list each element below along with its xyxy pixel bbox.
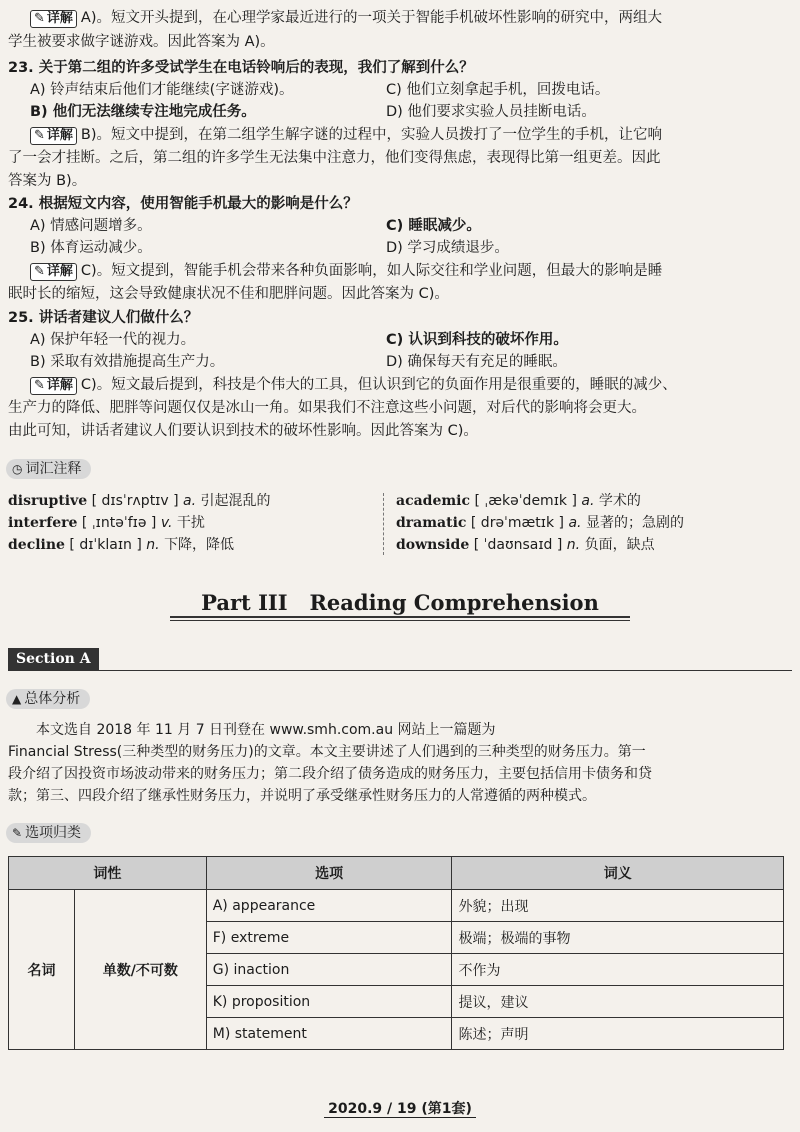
pencil-icon: ✎ <box>12 826 23 840</box>
vocab-left-1: interfere [ ˌɪntəˈfɪə ] v. 干扰 <box>8 515 205 531</box>
vocab-left-0: disruptive [ dɪsˈrʌptɪv ] a. 引起混乱的 <box>8 493 271 509</box>
header-meaning: 词义 <box>452 857 784 890</box>
q23-option-b: B) 他们无法继续专注地完成任务。 <box>30 104 256 120</box>
options-heading: ✎ 选项归类 <box>6 823 91 843</box>
pen-icon: ✎ <box>34 378 45 393</box>
q22-explain-line-2: 学生被要求做字谜游戏。因此答案为 A)。 <box>8 34 275 50</box>
header-option: 选项 <box>206 857 452 890</box>
q23-explain-line-2: 了一会才挂断。之后，第二组的许多学生无法集中注意力，他们变得焦虑，表现得比第一组更差。因此 <box>8 150 661 166</box>
explain-badge: ✎ 详解 <box>30 127 77 145</box>
cell-option: A) appearance <box>206 890 452 922</box>
analysis-line-4: 款；第三、四段介绍了继承性财务压力，并说明了承受继承性财务压力的人常遵循的两种模式。 <box>8 788 596 804</box>
q25-option-d: D) 确保每天有充足的睡眠。 <box>386 354 567 370</box>
vocab-right-2: downside [ ˈdaʊnsaɪd ] n. 负面，缺点 <box>396 537 655 553</box>
analysis-heading: ▲ 总体分析 <box>6 689 90 709</box>
part-title: Part III Reading Comprehension <box>201 590 599 615</box>
q24-explain-line-1: ✎ 详解 C)。短文提到，智能手机会带来各种负面影响，如人际交往和学业问题，但最大的影响是睡 <box>30 261 662 281</box>
cell-meaning: 提议，建议 <box>452 986 784 1018</box>
triangle-icon: ▲ <box>12 692 22 706</box>
q23-stem: 23. 关于第二组的许多受试学生在电话铃响后的表现，我们了解到什么？ <box>8 60 474 76</box>
q25-option-a: A) 保护年轻一代的视力。 <box>30 332 196 348</box>
cell-meaning: 不作为 <box>452 954 784 986</box>
pen-icon: ✎ <box>34 128 45 143</box>
cell-pos: 名词 <box>9 890 75 1050</box>
page-footer: 2020.9 / 19 (第1套) <box>0 1098 800 1118</box>
q25-option-c: C) 认识到科技的破坏作用。 <box>386 332 568 348</box>
q24-stem: 24. 根据短文内容，使用智能手机最大的影响是什么？ <box>8 196 358 212</box>
cell-meaning: 陈述；声明 <box>452 1018 784 1050</box>
explain-badge: ✎ 详解 <box>30 10 77 28</box>
cell-option: M) statement <box>206 1018 452 1050</box>
section-rule <box>8 670 792 671</box>
explain-badge: ✎ 详解 <box>30 377 77 395</box>
q23-explain-line-3: 答案为 B)。 <box>8 173 87 189</box>
cell-option: K) proposition <box>206 986 452 1018</box>
part-title-rule <box>170 620 630 621</box>
options-table <box>8 856 784 1050</box>
q25-option-b: B) 采取有效措施提高生产力。 <box>30 354 225 370</box>
cell-subpos: 单数/不可数 <box>74 890 206 1050</box>
vocab-right-1: dramatic [ drəˈmætɪk ] a. 显著的；急剧的 <box>396 515 684 531</box>
header-pos: 词性 <box>9 857 207 890</box>
q23-option-c: C) 他们立刻拿起手机，回拨电话。 <box>386 82 610 98</box>
pen-icon: ✎ <box>34 264 45 279</box>
q24-option-b: B) 体育运动减少。 <box>30 240 152 256</box>
vocab-heading: ◷ 词汇注释 <box>6 459 91 479</box>
clock-icon: ◷ <box>12 462 23 476</box>
cell-meaning: 外貌；出现 <box>452 890 784 922</box>
explain-badge: ✎ 详解 <box>30 263 77 281</box>
table-header-row <box>9 857 784 890</box>
q24-option-c: C) 睡眠减少。 <box>386 218 481 234</box>
q23-explain-line-1: ✎ 详解 B)。短文中提到，在第二组学生解字谜的过程中，实验人员拨打了一位学生的手机，让它响 <box>30 125 662 145</box>
pen-icon: ✎ <box>34 11 45 26</box>
q25-explain-line-3: 由此可知，讲话者建议人们要认识到技术的破坏性影响。因此答案为 C)。 <box>8 423 478 439</box>
analysis-line-2: Financial Stress(三种类型的财务压力)的文章。本文主要讲述了人们遇到的三种类型的财务压力。第一 <box>8 744 646 760</box>
cell-meaning: 极端；极端的事物 <box>452 922 784 954</box>
table-row <box>9 890 784 922</box>
vocab-right-0: academic [ ˌækəˈdemɪk ] a. 学术的 <box>396 493 641 509</box>
q23-option-a: A) 铃声结束后他们才能继续(字谜游戏)。 <box>30 82 294 98</box>
analysis-line-3: 段介绍了因投资市场波动带来的财务压力；第二段介绍了债务造成的财务压力，主要包括信用卡债务和贷 <box>8 766 652 782</box>
cell-option: F) extreme <box>206 922 452 954</box>
analysis-line-1: 本文选自 2018 年 11 月 7 日刊登在 www.smh.com.au 网站上一篇题为 <box>36 722 496 738</box>
q24-option-d: D) 学习成绩退步。 <box>386 240 509 256</box>
section-tag: Section A <box>8 648 99 670</box>
q25-explain-line-1: ✎ 详解 C)。短文最后提到，科技是个伟大的工具，但认识到它的负面作用是很重要的，睡眠的减少、 <box>30 375 677 395</box>
q24-option-a: A) 情感问题增多。 <box>30 218 152 234</box>
q25-explain-line-2: 生产力的降低、肥胖等问题仅仅是冰山一角。如果我们不注意这些小问题，对后代的影响将会更大。 <box>8 400 646 416</box>
vocab-divider <box>383 493 384 555</box>
part-title-rule <box>170 616 630 618</box>
q24-explain-line-2: 眠时长的缩短，这会导致健康状况不佳和肥胖问题。因此答案为 C)。 <box>8 286 449 302</box>
q23-option-d: D) 他们要求实验人员挂断电话。 <box>386 104 596 120</box>
q25-stem: 25. 讲话者建议人们做什么？ <box>8 310 199 326</box>
cell-option: G) inaction <box>206 954 452 986</box>
vocab-left-2: decline [ dɪˈklaɪn ] n. 下降，降低 <box>8 537 235 553</box>
q22-explain-line-1: ✎ 详解 A)。短文开头提到，在心理学家最近进行的一项关于智能手机破坏性影响的研究中，两组大 <box>30 8 662 28</box>
